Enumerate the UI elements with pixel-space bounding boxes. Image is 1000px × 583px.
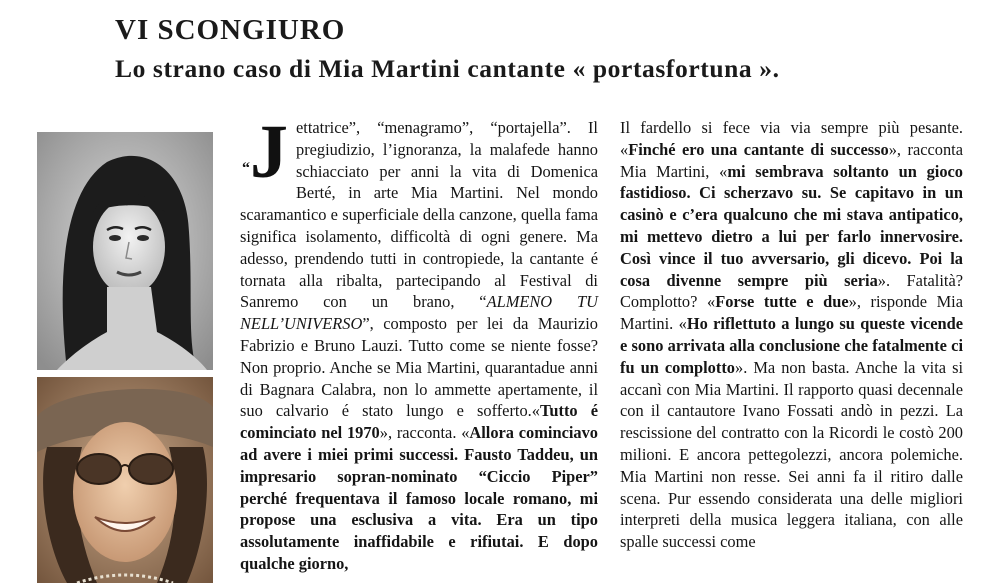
quote-bold: Ho riflettuto a lungo su queste vicende e sono arrivata alla conclusione che fatalmente ci fu un complotto: [620, 314, 964, 377]
dropcap-quote-mark: “: [242, 160, 250, 177]
text-run: Il fardello si fece via via sempre più pesante. «: [620, 118, 963, 159]
portrait-photo-sunglasses: [37, 377, 213, 583]
text-run: », risponde Mia Martini. «: [620, 292, 963, 334]
article-column-2: [620, 117, 963, 553]
text-run: », racconta Mia Martini, «: [620, 139, 963, 181]
quote-bold: Allora cominciavo ad avere i miei primi successi. Fausto Taddeu, un impresario sopran-nominato “Ciccio Piper” perché frequentava il famoso locale romano, mi propose una esclusiva a vita. Era un tipo assolutamente inaffidabile e rifiutai. E dopo qualche giorno,: [240, 423, 598, 573]
article-title: VI SCONGIURO: [115, 14, 346, 46]
dropcap-letter: J: [250, 110, 288, 194]
text-run: ettatrice”, “menagramo”, “portajella”. Il pregiudizio, l’ignoranza, la malafede hanno schiacciato per anni la vita di Domenica Berté, in arte Mia Martini. Nel mondo scaramantico e superficiale della canzone, quella fama significa isolamento, difficoltà di ogni genere. Ma adesso, prendendo tutti in contropiede, la cantante é tornata alla ribalta, partecipando al Festival di Sanremo con un brano, “: [240, 118, 598, 312]
text-run: ”, composto per lei da Maurizio Fabrizio e Bruno Lauzi. Tutto come se niente fosse? Non proprio. Anche se Mia Martini, quarantadue anni di Bagnara Calabra, non lo ammette apertamente, il suo calvario é stato lungo e sofferto.«: [240, 314, 598, 421]
portrait-young-image: [37, 132, 213, 370]
text-run: ». Fatalità? Complotto? «: [620, 270, 963, 312]
quote-bold: Forse tutte e due: [715, 292, 849, 312]
text-run: », racconta. «: [379, 423, 470, 443]
article-column-1: [240, 110, 598, 575]
article-paragraph-2: [620, 117, 963, 553]
dropcap: [242, 110, 288, 204]
song-title: ALMENO TU NELL’UNIVERSO: [240, 292, 598, 334]
article-paragraph-1: [240, 110, 598, 575]
portrait-photo-young: [37, 132, 213, 370]
article-subtitle: Lo strano caso di Mia Martini cantante « portasfortuna ».: [115, 54, 780, 83]
quote-bold: mi sembrava soltanto un gioco fastidioso. Ci scherzavo su. Se capitavo in un casinò e c’era qualcuno che mi stava antipatico, mi mettevo dietro a lui per farlo innervosire. Così vince il tuo avversario, gli dicevo. Poi la cosa divenne sempre più seria: [620, 161, 963, 290]
portrait-sunglasses-image: [37, 377, 213, 583]
quote-bold: Tutto é cominciato nel 1970: [240, 401, 598, 443]
text-run: ». Ma non basta. Anche la vita si accanì con Mia Martini. Il rapporto quasi decennale con il cantautore Ivano Fossati andò in pezzi. La rescissione del contratto con la Ricordi le costò 200 milioni. E ancora pettegolezzi, ancora polemiche. Mia Martini non resse. Sei anni fa il ritiro dalle scena. Pur essendo considerata una delle migliori interpreti della musica leggera italiana, con alle spalle successi come: [620, 357, 963, 552]
quote-bold: Finché ero una cantante di successo: [628, 139, 889, 159]
